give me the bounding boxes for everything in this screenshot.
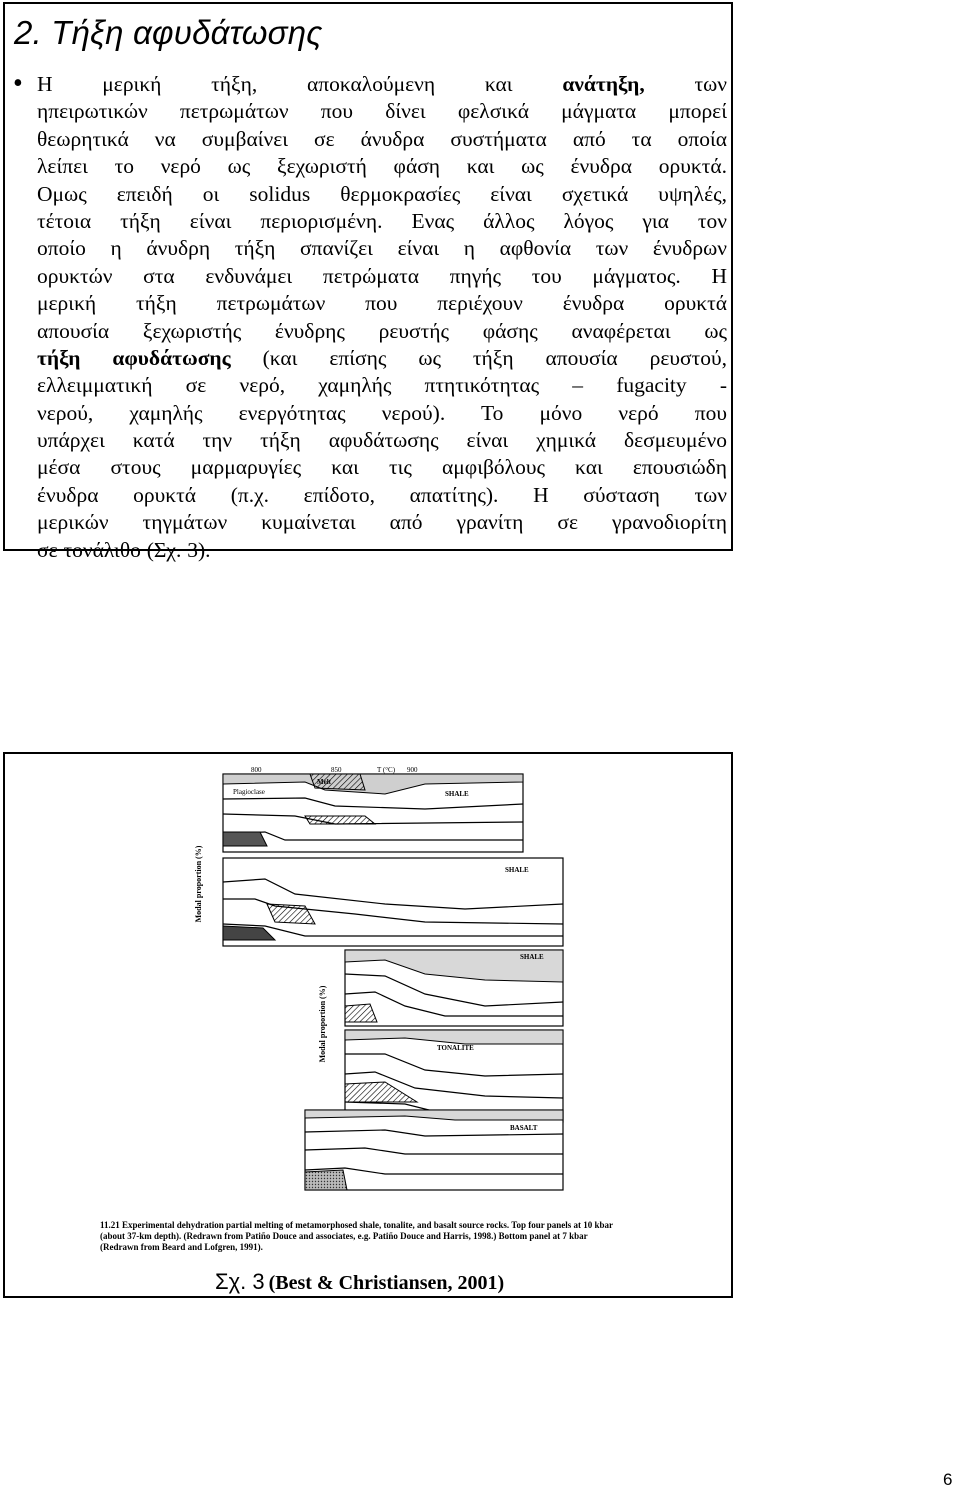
body-line xyxy=(37,427,727,454)
body-text-segment: θεωρητικά να συμβαίνει σε άνυδρα συστήματα από τα οποία xyxy=(37,126,727,151)
body-line xyxy=(37,537,727,564)
body-line xyxy=(37,400,727,427)
panel-1 xyxy=(223,774,523,852)
body-line xyxy=(37,454,727,481)
body-line xyxy=(37,482,727,509)
body-line xyxy=(37,181,727,208)
source-reference: (Best & Christiansen, 2001) xyxy=(268,1272,505,1294)
panel-3 xyxy=(345,950,563,1026)
body-text-segment: ελλειμματική σε νερό, χαμηλής πτητικότητας – fugacity - xyxy=(37,373,727,398)
t-tick-800: 800 xyxy=(251,766,262,774)
label-shale-3: SHALE xyxy=(520,953,544,961)
body-text-segment: μέσα στους μαρμαρυγίες και τις αμφιβόλους και επουσιώδη xyxy=(37,455,727,480)
y-axis-label-top: Modal proportion (%) xyxy=(194,845,203,923)
body-text-segment: ανάτηξη, xyxy=(562,72,645,96)
body-line xyxy=(37,208,727,235)
melting-diagram xyxy=(5,754,731,1296)
text-slide xyxy=(3,2,733,562)
body-line xyxy=(37,71,727,98)
caption-text: Experimental dehydration partial melting of metamorphosed shale, tonalite, and basalt source rocks. Top four panels at 10 kbar (about 37-km depth). (Redrawn from Patiño Douce and associates, e.g. Patiño Douce and Harris, 1998.) Bottom panel at 7 kbar (Redrawn from Beard and Lofgren, 1991). xyxy=(100,1220,613,1252)
body-line xyxy=(37,153,727,180)
bullet-marker: • xyxy=(13,68,23,99)
t-tick-850: 850 xyxy=(331,766,342,774)
body-line xyxy=(37,263,727,290)
body-text-segment: Η μερική τήξη, αποκαλούμενη και xyxy=(37,72,563,96)
body-paragraph xyxy=(37,71,727,564)
y-axis-label-bottom: Modal proportion (%) xyxy=(318,985,327,1063)
body-text-segment: απουσία ξεχωριστής ένυδρης ρευστής φάσης αναφέρεται ως xyxy=(37,318,727,343)
figure-slide xyxy=(3,752,733,1298)
body-text-segment: μερικών τηγμάτων κυμαίνεται από γρανίτη σε γρανοδιορίτη xyxy=(37,510,727,535)
body-text-segment: νερού, χαμηλής ενεργότητας νερού). Το μόνο νερό που xyxy=(37,400,727,425)
body-text-segment: τέτοια τήξη είναι περιορισμένη. Ενας άλλος λόγος για τον xyxy=(37,208,727,233)
body-text-segment: λείπει το νερό ως ξεχωριστή φάση και ως ένυδρα ορυκτά. xyxy=(37,154,727,179)
body-line xyxy=(37,509,727,536)
body-text-segment: ηπειρωτικών πετρωμάτων που δίνει φελσικά μάγματα μπορεί xyxy=(37,99,727,124)
body-line xyxy=(37,98,727,125)
body-text-segment: ένυδρα ορυκτά (π.χ. επίδοτο, απατίτης). Η σύσταση των xyxy=(37,482,727,507)
body-text-segment: Ομως επειδή οι solidus θερμοκρασίες είναι σχετικά υψηλές, xyxy=(37,181,727,206)
panel-5 xyxy=(305,1110,563,1190)
label-shale-2: SHALE xyxy=(505,866,529,874)
label-basalt: BASALT xyxy=(510,1124,538,1132)
body-text-segment: οποίο η άνυδρη τήξη σπανίζει είναι η αφθονία των ένυδρων xyxy=(37,236,727,261)
body-text-segment: σε τονάλιθο (Σχ. 3). xyxy=(37,537,211,562)
source-label: Σχ. 3 xyxy=(215,1269,265,1294)
body-line xyxy=(37,290,727,317)
body-text-segment: υπάρχει κατά την τήξη αφυδάτωσης είναι χημικά δεσμευμένο xyxy=(37,428,727,453)
t-tick-900: 900 xyxy=(407,766,418,774)
label-melt: Melt xyxy=(317,778,331,786)
slide-title: 2. Τήξη αφυδάτωσης xyxy=(14,14,323,51)
body-line xyxy=(37,318,727,345)
body-text-segment: (και επίσης ως τήξη απουσία ρευστού, xyxy=(230,345,727,370)
body-text-segment: τήξη αφυδάτωσης xyxy=(37,345,231,370)
page-number: 6 xyxy=(943,1470,953,1489)
figure-caption xyxy=(100,1220,620,1253)
body-text-segment: ορυκτών στα ενδυνάμει πετρώματα πηγής του μάγματος. Η xyxy=(37,263,727,288)
body-text-segment: των xyxy=(644,72,727,96)
figure-source xyxy=(215,1269,504,1295)
body-line xyxy=(37,345,727,372)
t-label-top: T (°C) xyxy=(377,766,396,774)
label-shale-1: SHALE xyxy=(445,790,469,798)
body-text-segment: μερική τήξη πετρωμάτων που περιέχουν ένυδρα ορυκτά xyxy=(37,291,727,316)
body-line xyxy=(37,372,727,399)
body-line xyxy=(37,235,727,262)
caption-number: 11.21 xyxy=(100,1220,120,1230)
label-plagioclase: Plagioclase xyxy=(233,788,265,796)
label-tonalite: TONALITE xyxy=(437,1044,474,1052)
body-line xyxy=(37,126,727,153)
